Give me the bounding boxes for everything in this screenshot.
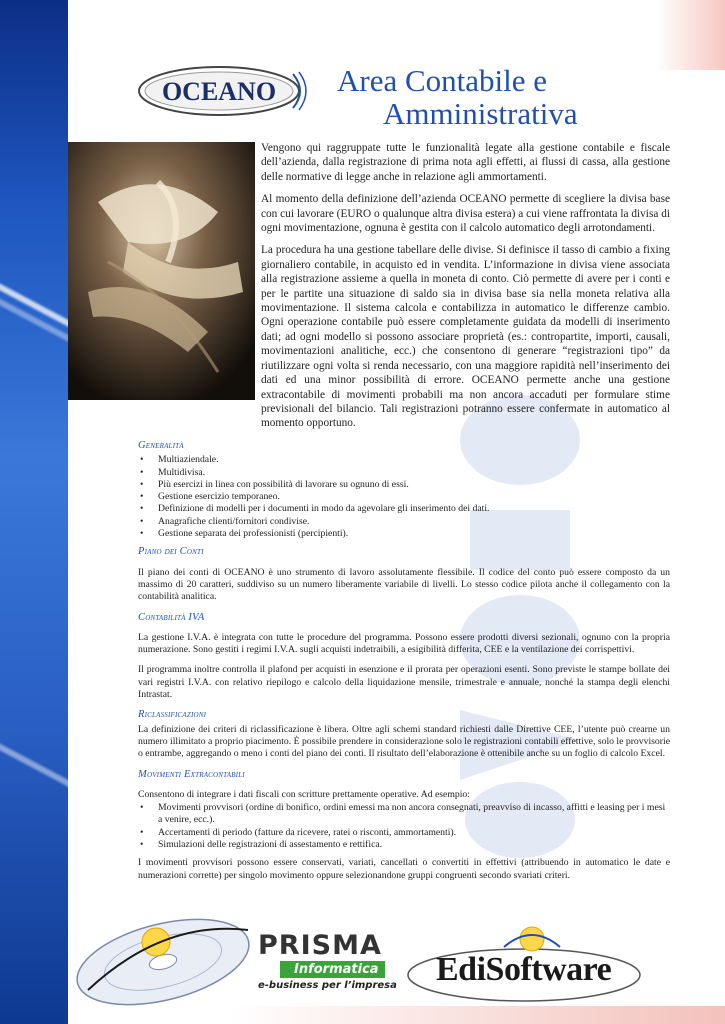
edisoftware-logo: [404, 925, 644, 1005]
movimenti-list: [138, 802, 670, 851]
list-item: • Gestione esercizio temporaneo.: [138, 491, 670, 503]
logo-text: OCEANO: [161, 77, 277, 106]
feature-sections: [138, 440, 670, 890]
list-item: • Simulazioni delle registrazioni di assestamento e rettifica.: [138, 839, 670, 851]
list-item: • Accertamenti di periodo (fatture da ricevere, ratei o risconti, ammortamenti).: [138, 827, 670, 839]
list-item: • Gestione separata dei professionisti (percipienti).: [138, 528, 670, 540]
section-heading-iva: Contabilità IVA: [138, 611, 205, 623]
intro-paragraph: La procedura ha una gestione tabellare delle divise. Si definisce il tasso di cambio a fixing giornaliero contabile, in acquisto ed in vendita. L’informazione in divisa viene associata alla registrazione assieme a quella in moneta di conto. Ciò permette di avere per i conti e per le partite una situazione di saldo sia in divisa base sia nella moneta relativa alla movimentazione. Il sistema calcola e contabilizza in automatico le differenze cambio. Ogni operazione contabile può essere completamente guidata da modelli di inserimento dati; ad ogni modello si possono associare proprietà (es.: contropartite, importi, causali, movimentazioni analitiche, ecc.) che consentono di generare “registrazioni tipo” da riutilizzare ogni volta si renda necessario, con una maggiore rapidità nell’inserimento dei dati ed una minor possibilità di errore. OCEANO permette anche una gestione extracontabile di movimenti probabili ma non ancora accaduti per formulare stime previsionali del bilancio. Tali registrazioni potranno essere confermate in automatico al momento opportuno.: [261, 244, 670, 430]
corner-tint: [655, 0, 725, 70]
cd-graphic: [68, 900, 258, 1010]
section-heading-piano: Piano dei Conti: [138, 546, 204, 558]
list-item: • Multidivisa.: [138, 467, 670, 479]
edisoftware-text: EdiSoftware: [436, 951, 612, 988]
riclass-text: La definizione dei criteri di riclassificazione è libera. Oltre agli schemi standard richiesti dalle Direttive CEE, l’utente può crearne un numero illimitato a proprio piacimento. È possibile prendere in considerazione solo le registrazioni contabili effettive, solo le provvisorie o entrambe, aggregando o meno i conti del piano dei conti. Il risultato dell’elaborazione è ottenibile anche su un foglio di calcolo Excel.: [138, 723, 670, 760]
iva-text-2: Il programma inoltre controlla il plafond per acquisti in esenzione e il prorata per operazioni esenti. Sono previste le stampe bollate dei vari registri I.V.A. con relativo riepilogo e calcolo della liquidazione mensile, trimestrale e annuale, nonché la stampa degli elenchi Intrastat.: [138, 664, 670, 701]
list-item: • Definizione di modelli per i documenti in modo da agevolare gli inserimento dei dati.: [138, 503, 670, 515]
ledger-photo: [68, 142, 255, 400]
prisma-logo: [258, 932, 398, 1002]
prisma-tagline: e-business per l’impresa: [258, 980, 397, 991]
title-line-2: Amministrativa: [383, 96, 578, 131]
piano-text: Il piano dei conti di OCEANO è uno strumento di lavoro assolutamente flessibile. Il codice del conto può essere composto da un massimo di 20 caratteri, suddiviso su un numero liberamente variabile di livelli. Lo stesso codice pilota anche il collegamento con la contabilità analitica.: [138, 566, 670, 603]
list-item: • Anagrafiche clienti/fornitori condivise.: [138, 516, 670, 528]
list-item: • Multiaziendale.: [138, 454, 670, 466]
left-decorative-band: [0, 0, 68, 1024]
prisma-subtitle: Informatica: [280, 961, 385, 978]
prisma-title: PRISMA: [258, 930, 382, 961]
intro-paragraph: Vengono qui raggruppate tutte le funzionalità legate alla gestione contabile e fiscale dell’azienda, dalla registrazione di prima nota agli effetti, ai flussi di cassa, alla gestione delle normative di legge anche in relazione agli ammortamenti.: [261, 142, 670, 183]
movimenti-text-1: Consentono di integrare i dati fiscali con scritture prettamente operative. Ad esempio:: [138, 788, 470, 800]
movimenti-text-2: I movimenti provvisori possono essere conservati, variati, cancellati o convertiti in effettivi (attribuendo in automatico le date e numerazioni corrette) per singolo movimento oppure selezionandone gruppi congruenti secondo svariati criteri.: [138, 857, 670, 881]
section-heading-movimenti: Movimenti Extracontabili: [138, 768, 245, 780]
iva-text-1: La gestione I.V.A. è integrata con tutte le procedure del programma. Possono essere prodotti diversi sezionali, ognuno con la propria numerazione. Sono gestiti i regimi I.V.A. sugli acquisti indetraibili, a esigibilità differita, CEE e la ventilazione dei corrispettivi.: [138, 631, 670, 656]
intro-paragraph: Al momento della definizione dell’azienda OCEANO permette di scegliere la divisa base con cui lavorare (EURO o qualunque altra divisa estera) a cui viene raffrontata la divisa di ogni movimentazione, ognuna è gestita con il calcolo automatico degli arrotondamenti.: [261, 193, 670, 235]
section-heading-riclass: Riclassificazioni: [138, 709, 207, 721]
generalita-list: [138, 454, 670, 540]
oceano-logo: [135, 64, 315, 118]
bottom-tint-band: [230, 1006, 725, 1024]
section-heading-generalita: Generalità: [138, 440, 184, 451]
page-title: [337, 64, 578, 130]
title-line-1: Area Contabile e: [337, 63, 548, 98]
intro-text: [261, 141, 670, 439]
list-item: • Movimenti provvisori (ordine di bonifico, ordini emessi ma non ancora consegnati, preavviso di incasso, affitti e leasing per i mesi a venire, ecc.).: [138, 802, 670, 827]
list-item: • Più esercizi in linea con possibilità di lavorare su ognuno di essi.: [138, 479, 670, 491]
